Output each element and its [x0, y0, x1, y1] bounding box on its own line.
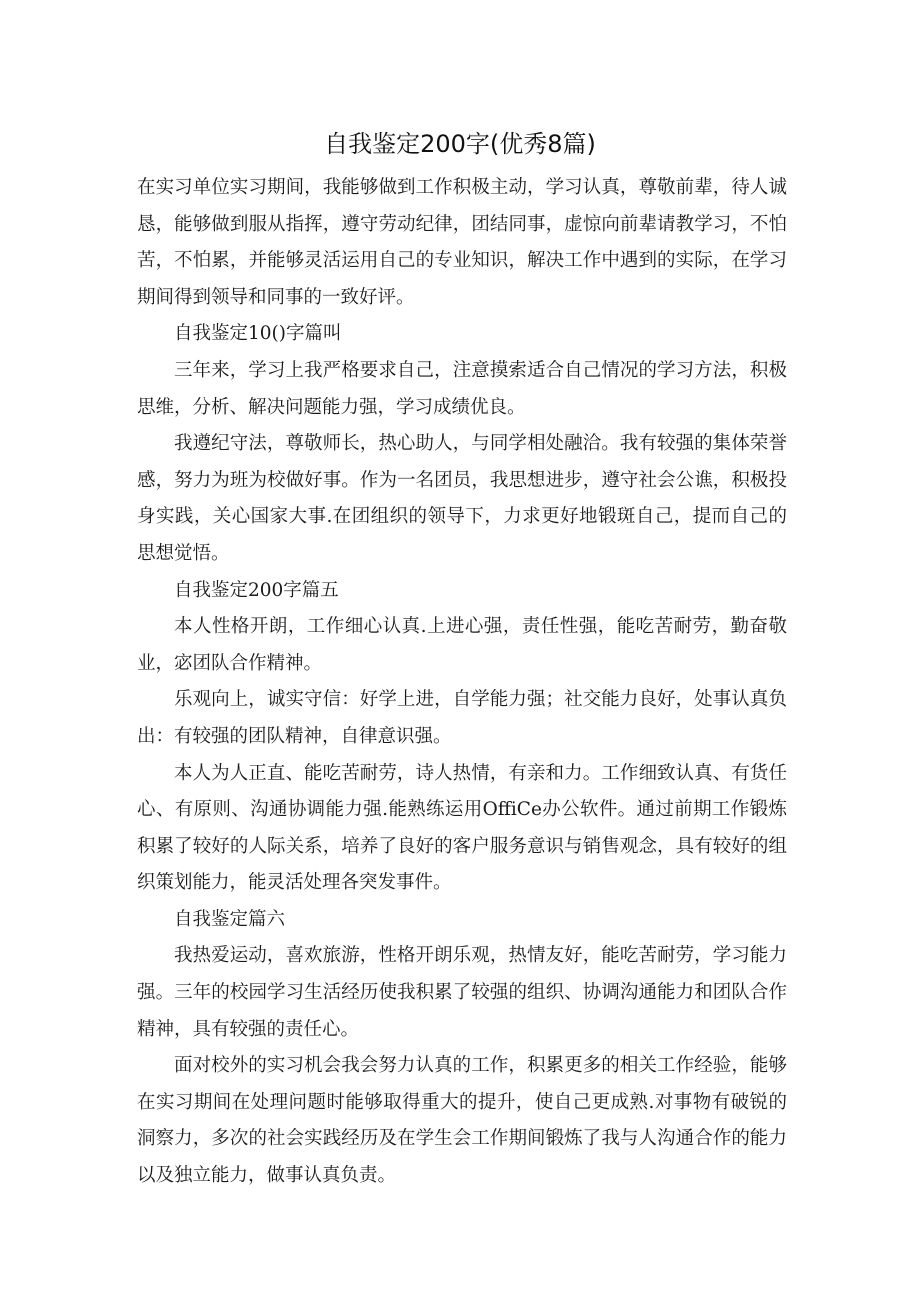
- paragraph: 在实习单位实习期间，我能够做到工作积极主动，学习认真，尊敬前辈，待人诚恳，能够做到服从指挥，遵守劳动纪律，团结同事，虚惊向前辈请教学习，不怕苦，不怕累，并能够灵活运用自己的专业知识，解决工作中遇到的实际，在学习期间得到领导和同事的一致好评。: [137, 177, 787, 308]
- paragraph: 三年来，学习上我严格要求自己，注意摸索适合自己情况的学习方法，积极思维，分析、解决问题能力强，学习成绩优良。: [137, 359, 787, 418]
- document-body: [137, 170, 787, 1195]
- paragraph: 面对校外的实习机会我会努力认真的工作，积累更多的相关工作经验，能够在实习期间在处理问题时能够取得重大的提升，使自己更成熟.对事物有破锐的洞察力，多次的社会实践经历及在学生会工作期间锻炼了我与人沟通合作的能力以及独立能力，做事认真负责。: [137, 1055, 787, 1187]
- section-heading: 自我鉴定10()字篇叫: [174, 323, 342, 345]
- paragraph: 我热爱运动，喜欢旅游，性格开朗乐观，热情友好，能吃苦耐劳，学习能力强。三年的校园学习生活经历使我积累了较强的组织、协调沟通能力和团队合作精神，具有较强的责任心。: [137, 945, 787, 1040]
- paragraph: 我遵纪守法，尊敬师长，热心助人，与同学相处融洽。我有较强的集体荣誉感，努力为班为校做好事。作为一名团员，我思想进步，遵守社会公谯，积极投身实践，关心国家大事.在团组织的领导下，力求更好地锻斑自己，提而自己的思想觉悟。: [137, 433, 787, 564]
- section-heading: 自我鉴定篇六: [174, 908, 286, 930]
- paragraph: 本人性格开朗，工作细心认真.上进心强，责任性强，能吃苦耐劳，勤奋敬业，宓团队合作精神。: [137, 616, 787, 674]
- section-heading: 自我鉴定200字篇五: [174, 579, 339, 601]
- paragraph: 乐观向上，诚实守信：好学上进，自学能力强；社交能力良好，处事认真负出：有较强的团队精神，自律意识强。: [137, 689, 787, 747]
- document-title: 自我鉴定200字(优秀8篇): [324, 130, 596, 158]
- paragraph: 本人为人正直、能吃苦耐劳，诗人热情，有亲和力。工作细致认真、有货任心、有原则、沟通协调能力强.能熟练运用OffiCe办公软件。通过前期工作锻炼积累了较好的人际关系，培养了良好的客户服务意识与销售观念，具有较好的组织策划能力，能灵活处理各突发事件。: [137, 762, 787, 894]
